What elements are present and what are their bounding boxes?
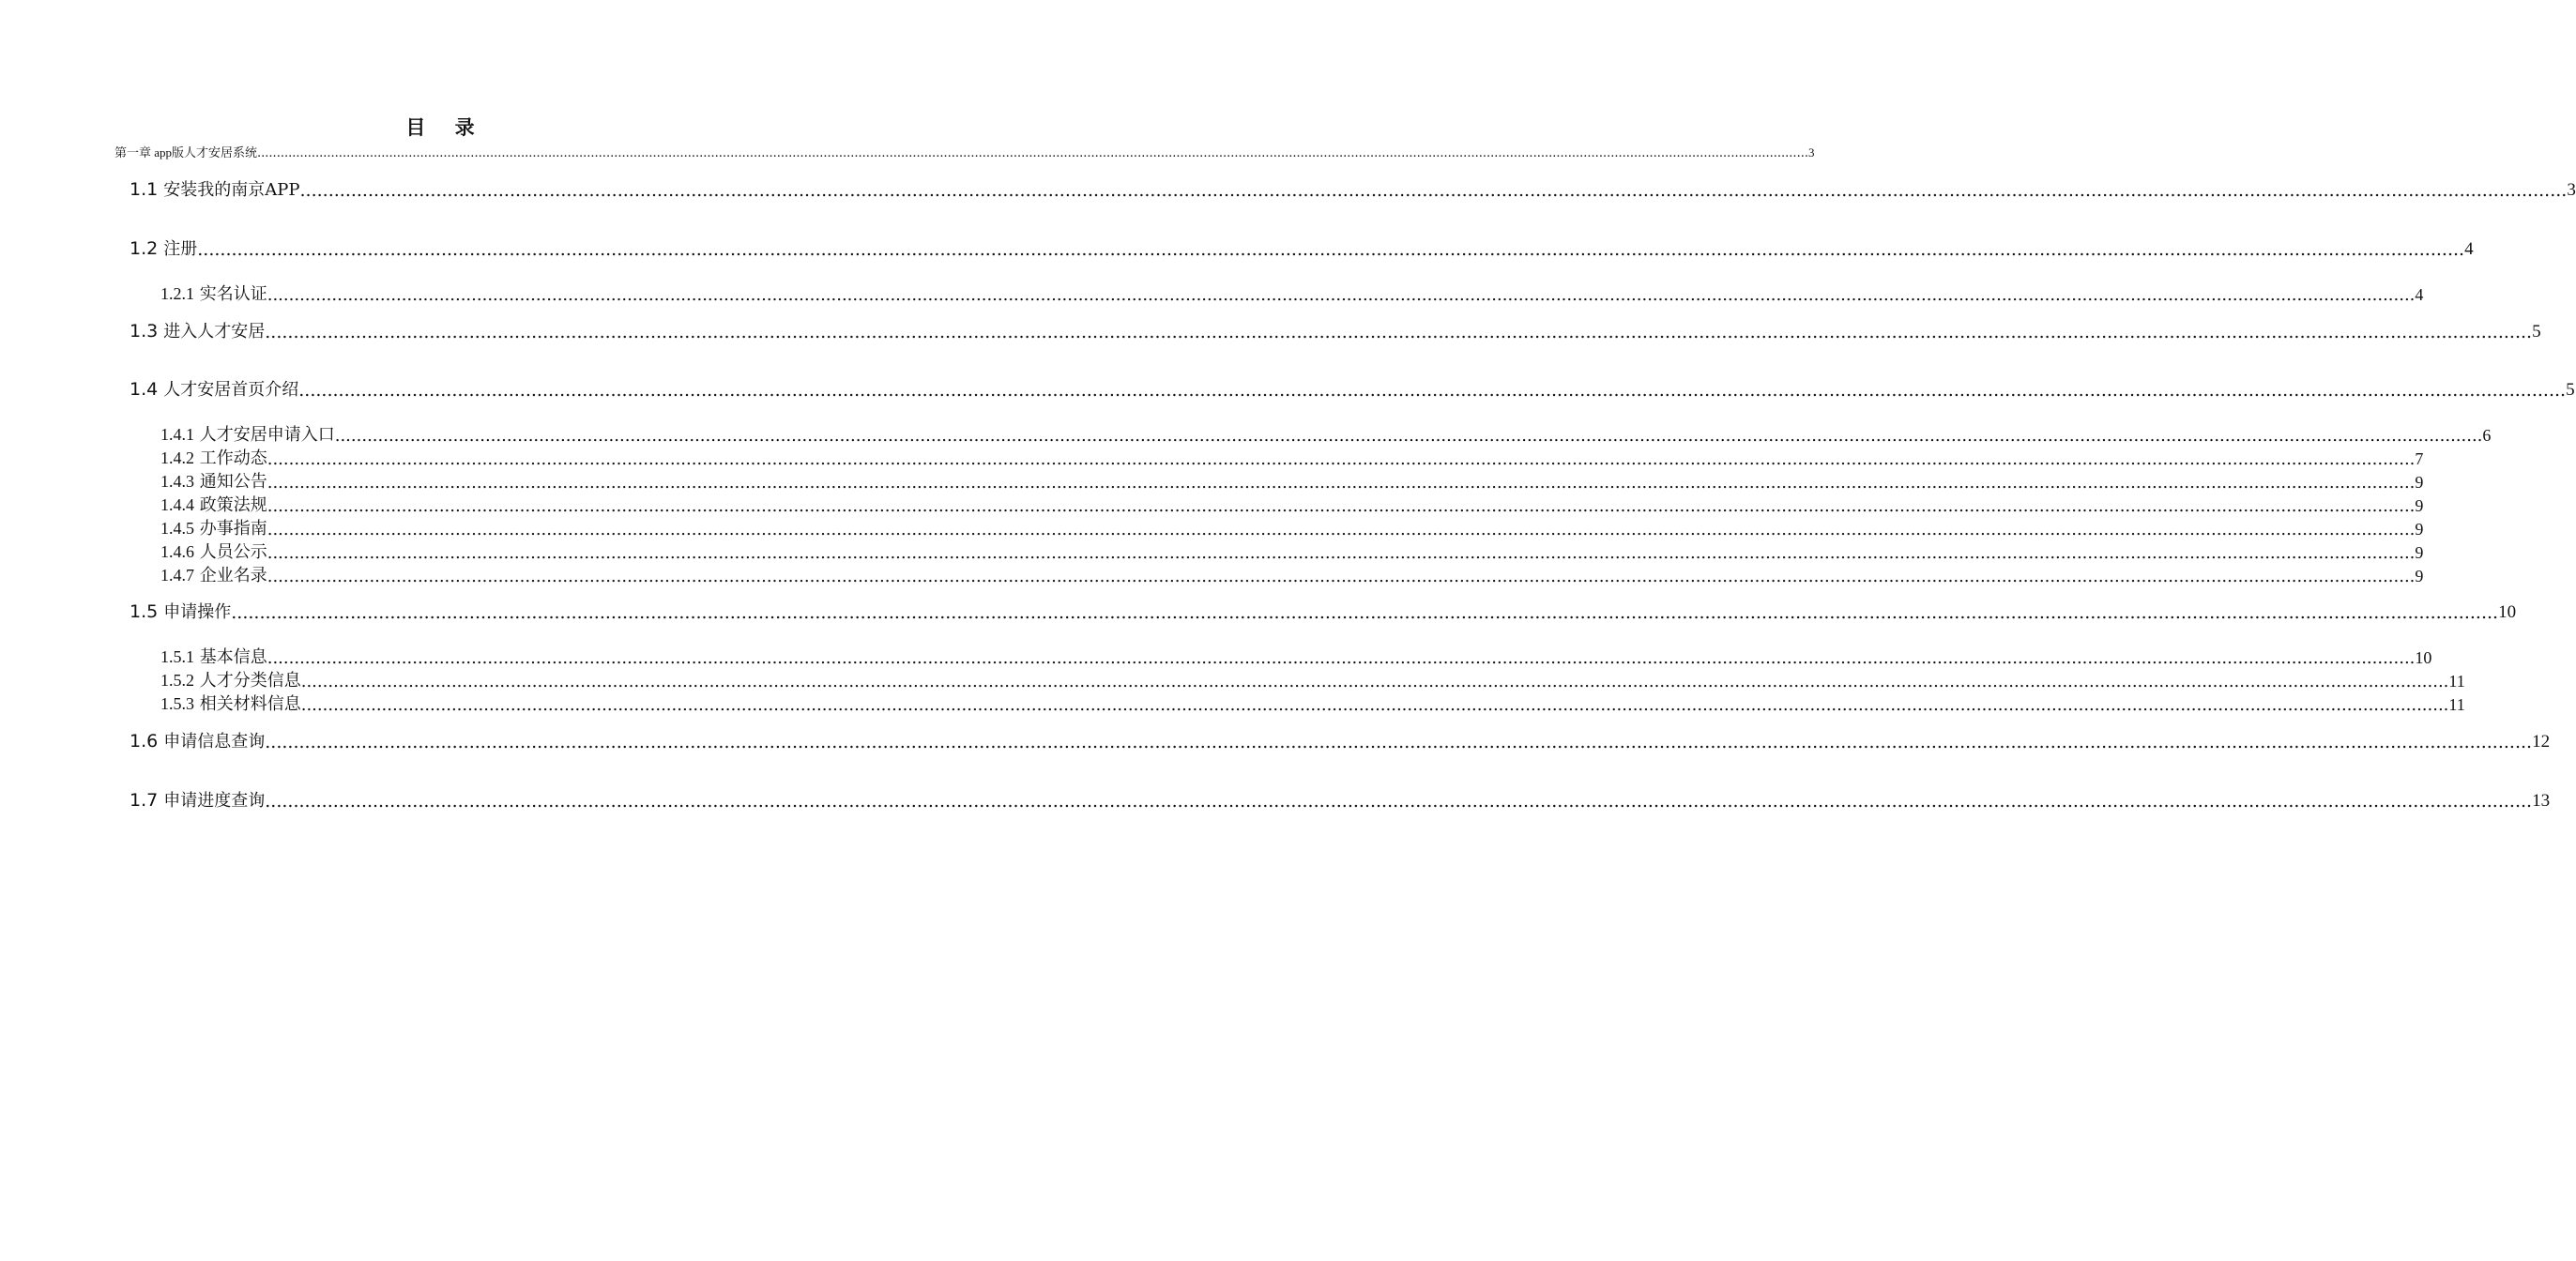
- toc-chapter-title: 第一章 app版人才安居系统: [114, 145, 258, 160]
- toc-entry-title: 安装我的南京APP: [163, 180, 300, 200]
- toc-entry-title: 注册: [163, 239, 198, 259]
- toc-entry[interactable]: [160, 493, 2424, 516]
- toc-entry[interactable]: [160, 469, 2424, 493]
- toc-entry-label: [160, 492, 267, 516]
- toc-page-number: 3: [2567, 180, 2576, 200]
- toc-entry[interactable]: [160, 645, 2432, 668]
- toc-leader: ................................................................................................................................................................................................................................................................................................................................................................................................................: [265, 322, 2533, 342]
- toc-page-number: 13: [2532, 791, 2551, 811]
- toc-entry-title: 人才安居首页介绍: [163, 380, 299, 400]
- toc-page-number: 11: [2448, 695, 2465, 714]
- toc-heading: 目 录: [405, 115, 486, 139]
- toc-page-number: 6: [2482, 426, 2492, 445]
- toc-entry[interactable]: [130, 374, 2575, 401]
- toc-page-number: 3: [1807, 145, 1815, 160]
- toc-entry[interactable]: [130, 316, 2541, 342]
- toc-entry-title: 申请进度查询: [163, 791, 266, 811]
- toc-entry-label: [160, 644, 267, 668]
- toc-entry-title: 相关材料信息: [199, 694, 301, 714]
- toc-entry-number: 1.4.6: [160, 542, 194, 561]
- toc-entry-number: 1.4: [130, 379, 159, 400]
- toc-leader: ................................................................................................................................................................................................................................................................................................................................................................................................................: [265, 791, 2533, 812]
- toc-entry-label: [130, 728, 265, 752]
- toc-leader: ................................................................................................................................................................................................................................................................................................................................................................................................................: [267, 543, 2416, 563]
- toc-entry[interactable]: [130, 597, 2517, 623]
- toc-entry[interactable]: [130, 175, 2576, 201]
- toc-leader: ................................................................................................................................................................................................................................................................................................................................................................................................................: [298, 380, 2567, 401]
- toc-entry-number: 1.3: [130, 321, 159, 342]
- toc-entry-number: 1.6: [130, 731, 159, 752]
- toc-leader: ................................................................................................................................................................................................................................................................................................................................................................................................................: [231, 602, 2499, 623]
- toc-entry-label: [160, 445, 267, 469]
- toc-entry-title: 工作动态: [199, 448, 267, 468]
- toc-entry-label: [130, 176, 300, 201]
- toc-page-number: 7: [2415, 449, 2424, 468]
- toc-page-number: 9: [2415, 567, 2424, 585]
- toc-entry-label: [160, 539, 267, 563]
- toc-leader: ................................................................................................................................................................................................................................................................................................................................................................................................................: [267, 285, 2416, 305]
- toc-entry-title: 通知公告: [199, 472, 267, 492]
- toc-page-number: 9: [2415, 543, 2424, 562]
- toc-entry[interactable]: [160, 422, 2492, 446]
- toc-entry-label: [160, 421, 335, 446]
- toc-entry-number: 1.5.1: [160, 647, 194, 666]
- toc-leader: ................................................................................................................................................................................................................................................................................................................................................................................................................: [267, 648, 2416, 668]
- toc-entry-label: [160, 281, 267, 305]
- toc-page-number: 9: [2415, 496, 2424, 515]
- toc-page-number: 11: [2448, 672, 2465, 691]
- toc-entry-title: 实名认证: [199, 284, 267, 304]
- toc-entry-number: 1.5.3: [160, 694, 194, 713]
- toc-page-number: 5: [2532, 322, 2541, 342]
- toc-page-number: 10: [2498, 602, 2517, 622]
- toc-leader: ................................................................................................................................................................................................................................................................................................................................................................................................................: [267, 473, 2416, 493]
- toc-leader: ................................................................................................................................................................................................................................................................................................................................................................................................................: [300, 672, 2449, 691]
- toc-entry[interactable]: [130, 234, 2474, 260]
- toc-entry[interactable]: [160, 668, 2465, 691]
- toc-leader: ................................................................................................................................................................................................................................................................................................................................................................................................................: [300, 695, 2449, 715]
- toc-page-number: 9: [2415, 520, 2424, 539]
- toc-page-number: 4: [2464, 239, 2474, 259]
- toc-page-number: 5: [2566, 380, 2575, 400]
- toc-leader: ................................................................................................................................................................................................................................................................................................................................................................................................................: [267, 496, 2416, 516]
- toc-page-number: 10: [2415, 648, 2432, 667]
- toc-entry-number: 1.4.5: [160, 519, 194, 538]
- toc-entry-number: 1.1: [130, 179, 159, 200]
- toc-entry-label: [160, 667, 301, 691]
- toc-entry-label: [130, 787, 265, 812]
- toc-entry-title: 办事指南: [199, 519, 267, 539]
- toc-leader: ................................................................................................................................................................................................................................................................................................................................................................................................................: [299, 180, 2568, 201]
- toc-entry-title: 政策法规: [199, 495, 267, 515]
- toc-entry[interactable]: [160, 446, 2424, 469]
- toc-entry-number: 1.4.7: [160, 566, 194, 585]
- toc-entry-title: 申请操作: [163, 602, 232, 622]
- toc-entry-title: 人才安居申请入口: [199, 425, 335, 445]
- toc-chapter-entry[interactable]: [114, 142, 1815, 160]
- toc-entry-title: 人员公示: [199, 542, 267, 562]
- toc-leader: ................................................................................................................................................................................................................................................................................................................................................................................................................: [334, 426, 2483, 446]
- toc-leader: ................................................................................................................................................................................................................................................................................................................................................................................................................: [265, 732, 2533, 752]
- toc-entry[interactable]: [160, 281, 2424, 305]
- toc-entry-label: [160, 515, 267, 539]
- toc-entry-number: 1.4.2: [160, 448, 194, 467]
- toc-leader: ................................................................................................................................................................................................................................................................................................................................................................................................................: [267, 567, 2416, 586]
- toc-entry-title: 企业名录: [199, 566, 267, 585]
- toc-entry-label: [160, 691, 301, 715]
- toc-entry-label: [130, 318, 265, 342]
- toc-entry-title: 基本信息: [199, 647, 267, 667]
- toc-leader: ................................................................................................................................................................................................................................................................................................................................................................................................................: [197, 239, 2465, 260]
- toc-entry-label: [130, 599, 231, 623]
- toc-entry-label: [160, 562, 267, 586]
- toc-page-number: 9: [2415, 473, 2424, 492]
- toc-entry-number: 1.5: [130, 601, 159, 622]
- toc-entry[interactable]: [160, 516, 2424, 539]
- toc-entry[interactable]: [160, 539, 2424, 563]
- toc-entry-number: 1.4.3: [160, 472, 194, 491]
- toc-entry[interactable]: [130, 726, 2551, 752]
- toc-entry-title: 进入人才安居: [163, 322, 266, 342]
- toc-entry-title: 人才分类信息: [199, 671, 301, 691]
- toc-entry[interactable]: [130, 785, 2551, 812]
- toc-entry-label: [130, 376, 298, 401]
- toc-entry-label: [160, 468, 267, 493]
- toc-entry[interactable]: [160, 563, 2424, 586]
- toc-entry-number: 1.2: [130, 238, 159, 259]
- toc-entry-label: [130, 235, 197, 260]
- toc-entry-number: 1.5.2: [160, 671, 194, 690]
- toc-entry-title: 申请信息查询: [163, 732, 266, 752]
- toc-leader: ................................................................................................................................................................................................................................................................................................................................................................................................................: [267, 449, 2416, 469]
- toc-leader: ................................................................................................................................................................................................................................................................................................................................................................................................................: [267, 520, 2416, 539]
- toc-page-number: 4: [2415, 285, 2424, 304]
- toc-entry-number: 1.2.1: [160, 284, 194, 303]
- toc-leader: ................................................................................................................................................................................................................................................................................................................................................................................................................: [257, 146, 1808, 160]
- toc-entry[interactable]: [160, 691, 2465, 715]
- toc-entry-number: 1.7: [130, 790, 159, 811]
- toc-page-number: 12: [2532, 732, 2551, 752]
- toc-entry-number: 1.4.1: [160, 425, 194, 444]
- toc-entry-number: 1.4.4: [160, 495, 194, 514]
